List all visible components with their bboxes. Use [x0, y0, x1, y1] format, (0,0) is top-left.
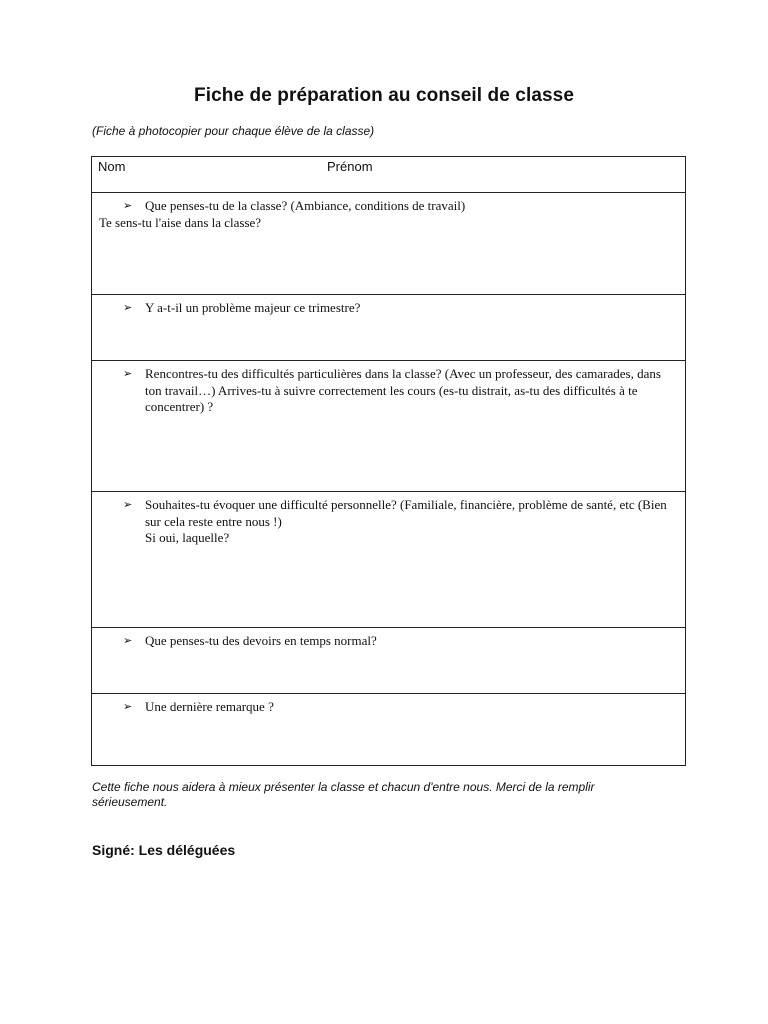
question-text: ➢ Souhaites-tu évoquer une difficulté personnelle? (Familiale, financière, problème de santé, etc (Bien sur cela reste entre nous !) [123, 497, 667, 529]
question-row-5 [92, 627, 685, 693]
question-subtext: Si oui, laquelle? [145, 530, 230, 545]
question-row-1 [92, 192, 685, 294]
question-row-3 [92, 360, 685, 491]
arrow-bullet-icon: ➢ [123, 368, 133, 380]
question-text: ➢ Y a-t-il un problème majeur ce trimestre? [123, 300, 361, 315]
arrow-bullet-icon: ➢ [123, 200, 133, 212]
arrow-bullet-icon: ➢ [123, 302, 133, 314]
question-subtext: Te sens-tu l'aise dans la classe? [99, 214, 262, 230]
footer-note: Cette fiche nous aidera à mieux présenter la classe et chacun d'entre nous. Merci de la remplir sérieusement. [92, 780, 595, 809]
question-text: ➢ Que penses-tu de la classe? (Ambiance, conditions de travail) [123, 198, 466, 213]
question-text: ➢ Une dernière remarque ? [123, 699, 274, 714]
question-row-4 [92, 491, 685, 627]
arrow-bullet-icon: ➢ [123, 701, 133, 713]
question-row-2 [92, 294, 685, 360]
question-text: ➢ Que penses-tu des devoirs en temps normal? [123, 633, 377, 648]
arrow-bullet-icon: ➢ [123, 499, 133, 511]
page-title: Fiche de préparation au conseil de classe [193, 85, 575, 106]
name-row [92, 157, 685, 192]
nom-label: Nom [98, 159, 126, 174]
signature: Signé: Les déléguées [92, 842, 236, 858]
page-subtitle: (Fiche à photocopier pour chaque élève de la classe) [92, 124, 375, 138]
arrow-bullet-icon: ➢ [123, 635, 133, 647]
form-table [91, 156, 686, 766]
prenom-label: Prénom [327, 159, 373, 174]
question-row-6 [92, 693, 685, 765]
question-text: ➢ Rencontres-tu des difficultés particulières dans la classe? (Avec un professeur, des camarades, dans ton travail…) Arrives-tu à suivre correctement les cours (es-tu distrait, as-tu des difficultés à te concentrer) ? [123, 366, 661, 414]
